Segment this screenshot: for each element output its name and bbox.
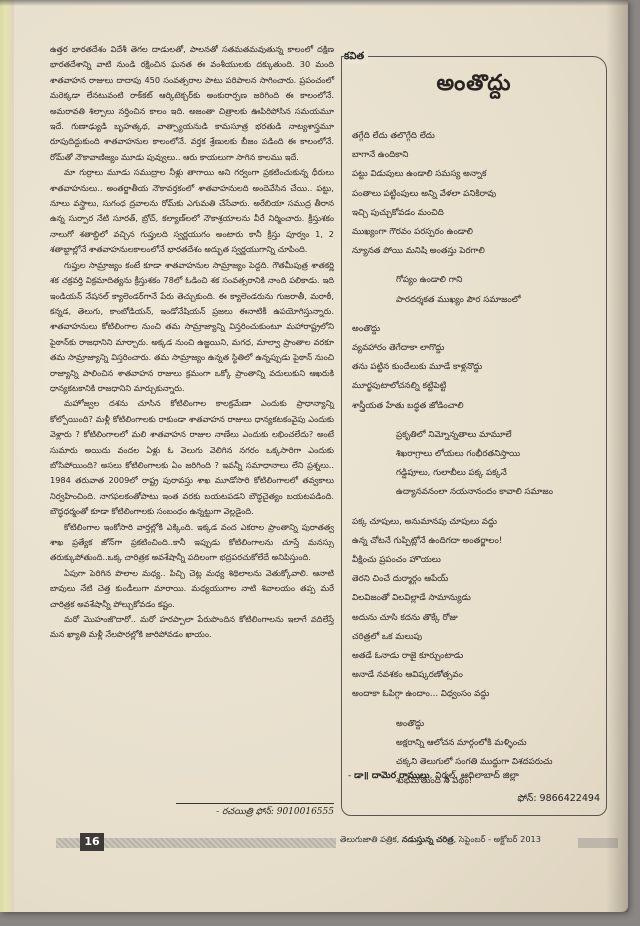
section-label: కవిత bbox=[344, 50, 368, 64]
poem-line: అదును చూసి కదను తొక్కే రోజు bbox=[352, 612, 458, 623]
poem-line: అంతొద్దు bbox=[396, 718, 425, 729]
poem-line: తను పట్టిన కుందేలుకు మూడే కాళ్లనొద్దు bbox=[352, 362, 483, 373]
poem-stanza bbox=[352, 320, 602, 416]
poem-line: వీక్షించు ప్రపంచం హొయలు bbox=[352, 555, 441, 566]
poem-line: విలవిజంతో విలవిల్లాడే సామాన్యుడు bbox=[352, 593, 471, 604]
article-paragraph: మా గుర్రాలు మూడు సముద్రాల నీళ్లు తాగాయి అని గర్వంగా ప్రకటించుకున్న ధీరులు శాతవాహనులు.. అంతర్జాతీయ నౌకావర్తకంలో శాతవాహనులది అందెవేసిన చేయి.. పట్టు, నూలు వస్త్రాలు, సుగంధ ద్రవాలను రోమ్‌కు ఎగుమతి చేసేవారు. అరేబియా సముద్ర తీరాన ఉన్న సుర్పార నేటి సూరత్, బ్రోచ్, కల్యాణ్‌లలో నౌకాశ్రయాలను వీరే నిర్మించారు. క్రీస్తుశకం నాలుగో శతాబ్దిలో వచ్చిన గుప్తులది స్వర్ణయుగం అంటారు కానీ క్రీస్తు పూర్వం 1, 2 శతాబ్దాల్లోనే శాతవాహనులకాలంలోనే భారతదేశం అద్భుత స్వర్ణయుగాన్ని చూపింది. bbox=[50, 167, 334, 255]
poem-stanza bbox=[352, 127, 602, 261]
page-edge bbox=[0, 0, 14, 912]
poem-line: తగ్గేది లేదు తలొగ్గేది లేదు bbox=[352, 131, 435, 141]
binding-shadow bbox=[606, 0, 628, 912]
author-phone: ఫోన్: 9866422494 bbox=[517, 793, 600, 804]
top-shadow bbox=[0, 0, 628, 6]
poem-line: ముఖ్యంగా గౌరవం పరస్పరం ఉండాలి bbox=[352, 227, 473, 238]
publication-label: తెలుగుజాతి పత్రిక, bbox=[340, 834, 402, 844]
footer-publication bbox=[340, 834, 541, 846]
poem-line: శాస్త్రీయత హేతు బద్ధత జోడించాలి bbox=[352, 400, 464, 411]
poem-line: చరిత్రలో ఒక మలుపు bbox=[352, 631, 423, 642]
poem-line: శిఖరాగ్రాలు లోయలు గంభీరతనిస్తాయి bbox=[396, 449, 521, 460]
poem-line: అందాకా ఓపిగ్గా ఉందాం... విధ్వంసం వద్దు bbox=[352, 689, 490, 700]
poem-line: ప్రకృతిలో నిమ్నోన్నతాలు మామూలే bbox=[396, 429, 512, 440]
poem-line: పారదర్శకత ముఖ్యం పౌర సమాజంలో bbox=[396, 294, 521, 305]
article-column bbox=[50, 42, 334, 643]
poem-line: పట్టు విడుపులు ఉండాలి సమస్య అన్నాక bbox=[352, 169, 487, 180]
poem-line: ఉన్న చోటనే గుప్పిట్లోనే ఉందిగదా అంతర్జాలం! bbox=[352, 535, 503, 546]
poem-box bbox=[341, 56, 607, 816]
poem-line: అక్షరాన్ని ఆలోచన మార్గంలోకి మళ్ళించు bbox=[396, 737, 527, 748]
author-dash: - bbox=[348, 771, 355, 781]
article-paragraph: మహోజ్వల దశను చూసిన కోటిలింగాల కాలక్రమేణా ఎందుకు ప్రాధాన్యాన్ని కోల్పోయింది? మళ్లీ కోటిలింగాలకు రాకుండా శాతవాహన రాజులు ధాన్యకటకంవైపు ఎందుకు వెళ్లారు ? కోటిలింగాలలో మలి శాతవాహన రాజుల నాణేలు ఎందుకు లభించలేదు? అంటే సుమారు అయిదు వందల ఏళ్లు ఓ వెలుగు వెలిగిన నగరం ఒక్కసారిగా ఎందుకు బోసిపోయింది? అసలు కోటిలింగాలకు ఏం జరిగింది ? ఇవన్నీ సమాధానాలు లేని ప్రశ్నలు.. 1984 తరువాత 2009లో రాష్ట్ర పురావస్తు శాఖ మూడోసారి కోటిలింగాలలో తవ్వకాలు నిర్వహించింది. నాగఫలకంతోపాటు ఇంత వరకు బయటపడని బౌద్ధచైత్యం బయటపడింది. బౌద్ధధర్మంతో కూడా కోటిలింగాలకు సంబంధం ఉన్నట్టుగా వెల్లడైంది. bbox=[50, 398, 334, 517]
poem-line: శుభమౌతుంది నీ పథం! bbox=[396, 776, 473, 787]
poem-line: ఉద్యానవనంలా నయనానందం కావాలి సమాజం bbox=[396, 487, 554, 498]
poem-line: పంతాలు పట్టింపులు అన్ని వేళలా పనికిరావు bbox=[352, 188, 497, 199]
poem-line: అతడే ఓనాడు రాజై కూర్చుంటాడు bbox=[352, 651, 464, 662]
poem-stanza bbox=[352, 426, 602, 503]
page-number: 16 bbox=[80, 833, 104, 851]
poem-author bbox=[348, 771, 600, 783]
poem-line: బాగానే ఉందికాని bbox=[352, 150, 409, 161]
article-paragraph: ఏపుగా పెరిగిన పొలాల మధ్య.. పిచ్చి చెట్ల మధ్య శిథిలాలను వెతుక్కోవాలి. ఆనాటి బావులు నేటి చెత్త కుండీలుగా మారాయి. మధ్యయుగాల నాటి శివాలయం తప్ప మరే చారిత్రక అవశేషాన్నీ పోల్చుకోవడం కష్టం. bbox=[50, 567, 334, 609]
article-paragraph: ఉత్తర భారతదేశం విదేశీ తెగల దాడులతో, పాలనతో సతమతమవుతున్న కాలంలో దక్షిణ భారతదేశాన్ని వాటి నుండి రక్షించిన ఘనత ఈ వంశీయులకు దక్కుతుంది. 30 మంది శాతవాహన రాజులు దాదాపు 450 సంవత్సరాల పాటు పరిపాలన సాగించారు. ప్రపంచంలో మరెక్కడా లేనటువంటి రాక్‌కట్ ఆర్కిటెక్చర్‌కు అంకురార్పణ జరిగింది ఈ కాలంలోనే. అమరావతి శిల్పాలు నర్తించిన కాలం ఇది. అజంతా చిత్రాలకు ఊపిరిపోసిన సమయమూ ఇదే. గుణాఢ్యుడి బృహత్కథ, వాత్స్యాయనుడి కామసూత్ర భరతుడి నాట్యశాస్త్రమూ రూపుదిద్దుకుంది శాతవాహనుల కాలంలోనే. వర్తక శ్రేణులకు బీజం పడింది ఈ కాలంలోనే. రోమ్‌తో నౌకావాణిజ్యం మూడు పువ్వులు.. ఆరు కాయలుగా సాగిన కాలము ఇదే. bbox=[50, 44, 334, 162]
article-paragraph: గుప్తుల సామ్రాజ్యం కంటే కూడా శాతవాహనుల సామ్రాజ్యం పెద్దది. గౌతమీపుత్ర శాతకర్ణి శక చక్రవర్తి విక్రమాదిత్యను క్రీస్తుశకం 78లో ఓడించి శక సంవత్సరానికి నాంది పలికాడు. ఇది ఇండియన్ నేషనల్ క్యాలెండర్‌గానే పేరు తెచ్చుకుంది. ఈ క్యాలెండరును గుజరాతీ, మరాఠీ, కన్నడ, తెలుగు, కాంబోడియన్, ఇండోనేషియన్ ప్రజలు ఈనాటికీ ఉపయోగిస్తున్నారు. శాతవాహనులు కోటిలింగాల నుంచి తమ సామ్రాజ్యాన్ని విస్తరించుకుంటూ మహారాష్ట్రలోని పైఠాన్‌కు రాజధానిని మార్చారు. అక్కడ నుంచి ఉజ్జయిని, మగధ, మాల్వా ప్రాంతాల వరకూ తమ సామ్రాజ్యాన్ని విస్తరించారు. తమ సామ్రాజ్యం ఉన్నత స్థితిలో ఉన్నప్పుడు పైఠాన్ నుంచి రాజ్యాన్ని పాలించిన శాతవాహన రాజులు క్రమంగా ఒక్కో ప్రాంతాన్ని వదులుకుని ఆఖరుకి ధాన్యకటకానికి రాజధానిని మార్చుకున్నారు. bbox=[50, 259, 334, 393]
article-paragraph: కోటిలింగాల ఇంకోసారి వార్తల్లోకి ఎక్కింది. ఇక్కడ వంద ఎకరాల ప్రాంతాన్ని పురాతత్వ శాఖ ప్రత్యేక జోన్‌గా ప్రకటించింది..కానీ ఇప్పుడు కోటిలింగాలను చూస్తే మనస్సు తరుక్కుపోతుంది..ఒక్క చారిత్రక అవశేషాన్నీ పదిలంగా భద్రపరచుకోలేదే అనిపిస్తుంది. bbox=[50, 521, 334, 563]
poem-line: పక్క చూపులు, అనుమానపు చూపులు వద్దు bbox=[352, 516, 497, 527]
poem-stanza bbox=[352, 271, 602, 309]
issue-date: , సెప్టెంబర్ - అక్టోబర్ 2013 bbox=[453, 834, 541, 844]
magazine-name: నడుస్తున్న చరిత్ర bbox=[401, 834, 454, 844]
poem-line: చక్కని తెలుగులో సంగతి ముద్దుగా విశదపరుచు bbox=[396, 757, 553, 768]
poem-line: న్యూనత పోయి మనిషి అంతస్తు పెరగాలి bbox=[352, 246, 485, 257]
poem-line: అనాడే నవశకం ఆవిష్కరణోత్సవం bbox=[352, 670, 463, 681]
poem-line: మూర్ఖపుటాలోచనల్ని కట్టిపెట్టి bbox=[352, 381, 447, 392]
article-paragraph: మరో మొహంజొదారో.. మరో హరప్పాలా పేరుపొందిన కోటిలింగాలను ఇలాగే వదిలేస్తే మన ఖ్యాతి మళ్లీ నేలపొరల్లోకి జారిపోవడం ఖాయం. bbox=[50, 614, 334, 640]
author-place: , నిర్మల్, ఆదిలాబాద్ జిల్లా bbox=[429, 771, 519, 781]
author-name: డా॥ దామెర రాములు bbox=[354, 771, 430, 781]
poem-line: ఇచ్చి పుచ్చుకోవడం మంచిది bbox=[352, 207, 444, 218]
author-byline: - రచయిత్రి ఫోన్: 9010016555 bbox=[176, 803, 334, 819]
poem-line: గడ్డిపూలు, గులాబీలు పక్క పక్కనే bbox=[396, 468, 507, 479]
poem-line: అంతొద్దు bbox=[352, 323, 381, 334]
poem-title: అంతొద్దు bbox=[436, 71, 512, 96]
poem-line: గోప్యం ఉండాలి గాని bbox=[396, 275, 463, 286]
poem-body bbox=[352, 127, 602, 802]
poem-line: తెరని చించే దుర్మార్గం ఆపేయ్ bbox=[352, 574, 449, 585]
poem-stanza bbox=[352, 513, 602, 705]
poem-line: వ్యవహారం తెగేదాకా లాగొద్దు bbox=[352, 343, 445, 354]
